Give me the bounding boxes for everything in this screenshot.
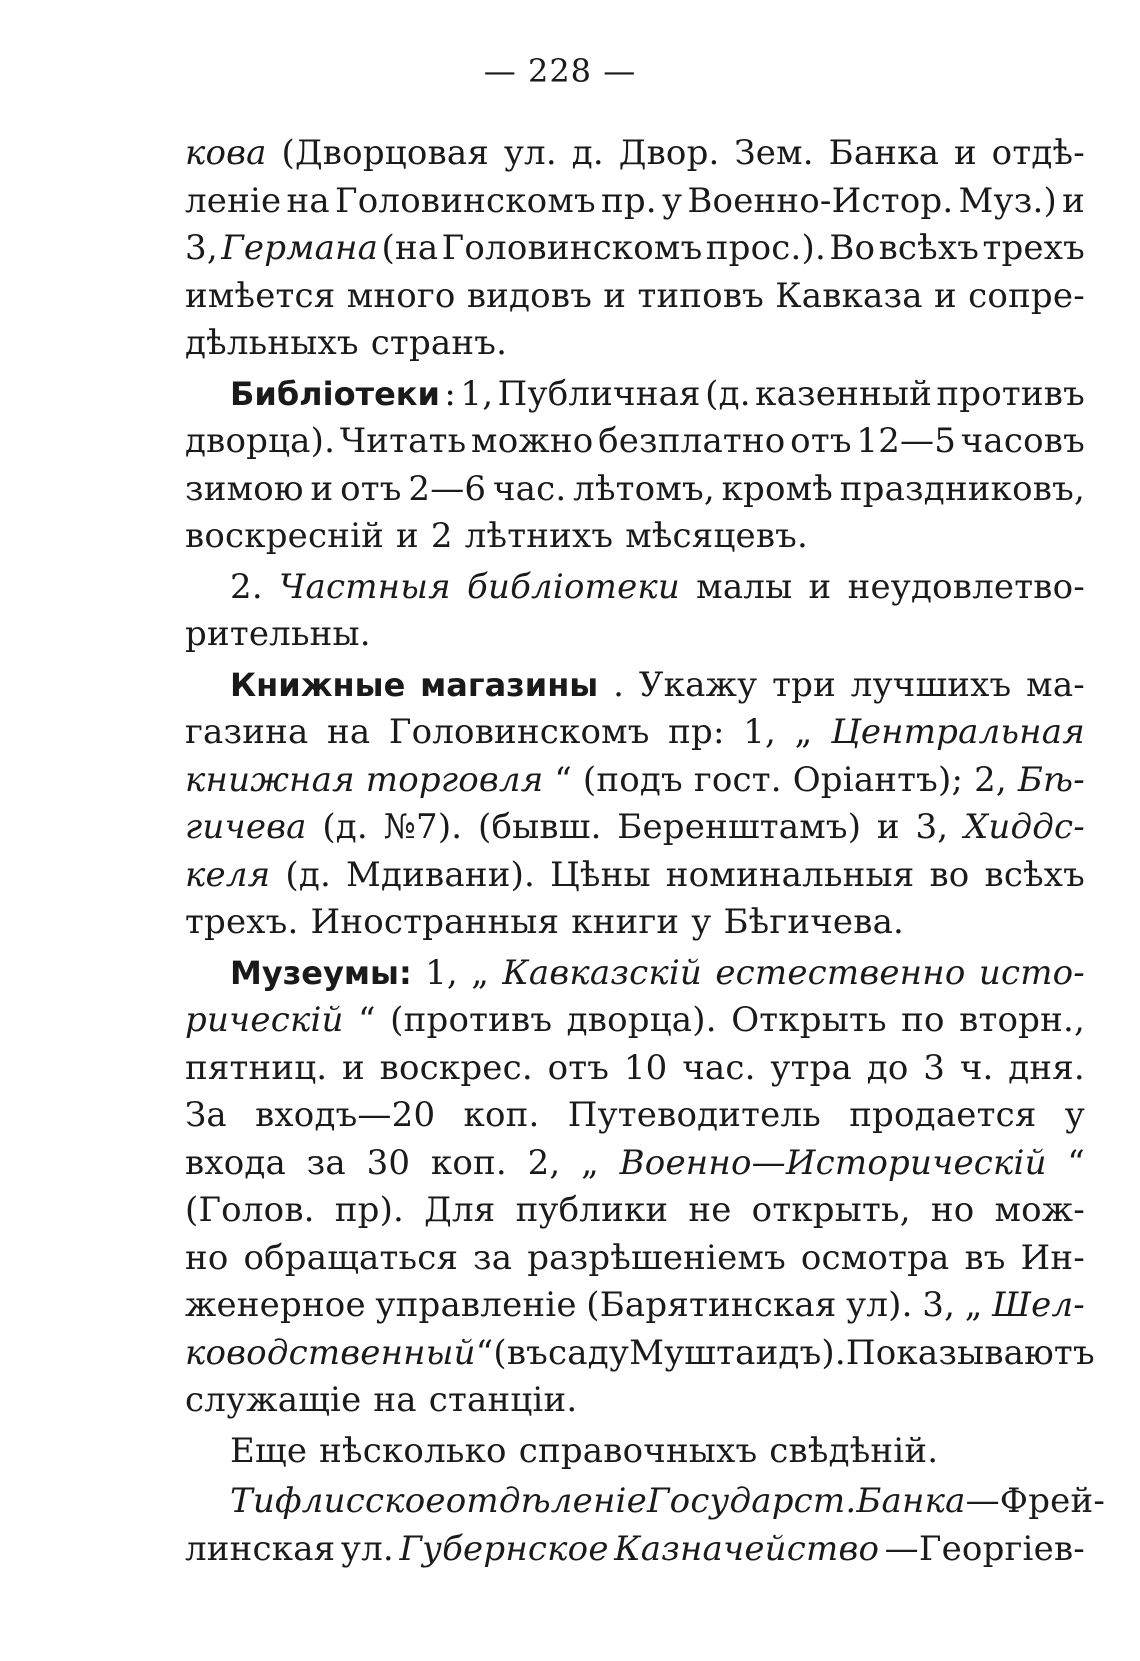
word: рительны.	[185, 614, 371, 654]
word: (Голов.	[185, 1190, 315, 1230]
word: типовъ	[637, 275, 765, 316]
word: Муштаидъ).	[629, 1332, 846, 1373]
section-heading-word: Музеумы:	[230, 953, 412, 992]
text-line	[185, 225, 1085, 273]
text-line	[185, 709, 1085, 757]
word: —Фрей-	[965, 1481, 1106, 1521]
word: гост.	[693, 759, 782, 800]
word: и	[953, 133, 977, 173]
text-line	[185, 1235, 1085, 1283]
word: всѣхъ	[878, 228, 980, 268]
word: нѣсколько	[319, 1430, 507, 1471]
word: лѣтнихъ	[464, 516, 614, 556]
word: кромѣ	[721, 468, 834, 509]
word: у	[691, 902, 712, 942]
word: ул.	[340, 1528, 394, 1569]
word: Иностранныя	[310, 902, 560, 942]
word: прос.).	[705, 228, 826, 268]
word: отъ	[547, 1047, 610, 1088]
text-line	[185, 1140, 1085, 1188]
word: и	[934, 275, 957, 316]
word: лѣтомъ,	[573, 468, 715, 509]
word: Головинскомъ	[441, 228, 703, 268]
italic-word: Казначейство	[614, 1528, 880, 1569]
word: неудовлетво-	[847, 566, 1085, 607]
word: леніе	[185, 180, 282, 221]
word: Путеводитель	[567, 1095, 821, 1135]
text-line	[185, 1377, 1085, 1425]
word: входа	[185, 1142, 286, 1183]
word: станціи.	[428, 1380, 578, 1420]
text-line	[185, 418, 1085, 466]
word: противъ	[936, 373, 1085, 414]
italic-word: Частныя	[279, 566, 451, 607]
word: „	[471, 952, 490, 993]
word: сопре-	[968, 275, 1085, 316]
word: ч.	[959, 1047, 994, 1088]
word: д.	[571, 133, 604, 173]
section-heading-word: Книжные	[230, 665, 406, 704]
word: лучшихъ	[850, 664, 1012, 705]
word: три	[772, 664, 836, 705]
italic-word: гичева	[185, 807, 307, 847]
word: За	[185, 1095, 227, 1135]
word: но	[930, 1190, 975, 1230]
italic-word: Государст.	[646, 1481, 857, 1521]
word: пр.	[600, 180, 657, 221]
word: Еще	[230, 1430, 308, 1471]
word: безплатно	[598, 421, 786, 461]
word: управленіе	[375, 1285, 577, 1325]
italic-word: библіотеки	[467, 566, 680, 607]
word: книги	[571, 902, 680, 942]
word: во	[929, 854, 970, 895]
italic-word: естественно	[715, 952, 966, 993]
word: “	[554, 759, 572, 800]
text-line	[185, 1526, 1085, 1574]
word: Военно-Истор.	[687, 180, 954, 221]
text-line	[185, 1478, 1106, 1526]
word: (бывш.	[478, 807, 602, 847]
word: 2	[430, 516, 453, 556]
text-line	[185, 611, 1085, 659]
text-line	[185, 662, 1085, 710]
word: на	[326, 712, 371, 752]
word: казенный	[755, 373, 932, 414]
word: на	[373, 1380, 417, 1420]
word: саду	[548, 1332, 630, 1373]
word: отдѣ-	[991, 133, 1085, 173]
text-line	[185, 1282, 1085, 1330]
word: Муз.)	[958, 180, 1057, 221]
word: свѣдѣній.	[769, 1430, 939, 1471]
word: и	[876, 807, 900, 847]
italic-word: Германа	[221, 228, 379, 268]
word: (д.	[285, 854, 332, 895]
word: 3,	[922, 1285, 956, 1325]
word: открыть,	[751, 1190, 911, 1230]
word: видовъ	[466, 275, 593, 316]
word: и	[808, 566, 832, 607]
word: газина	[185, 712, 309, 752]
word: Мдивани).	[346, 854, 536, 895]
word: странъ.	[370, 323, 508, 363]
word: отъ	[340, 468, 402, 509]
italic-word: Кавказскій	[502, 952, 703, 993]
word: по	[901, 1000, 945, 1040]
word: часовъ	[960, 421, 1085, 461]
word: 2,	[974, 759, 1007, 800]
italic-word: Хиддс-	[964, 807, 1085, 847]
word: 12—5	[856, 421, 957, 461]
word: зимою	[185, 468, 304, 509]
word: у	[1064, 1095, 1085, 1135]
italic-word: исто-	[978, 952, 1085, 993]
word: пр).	[334, 1190, 405, 1230]
italic-word: рическій	[185, 1000, 344, 1040]
word: за	[473, 1237, 513, 1278]
word: “	[475, 1332, 494, 1373]
word: пятниц.	[185, 1047, 328, 1088]
word: (въ	[493, 1332, 548, 1373]
italic-word: Бѣ-	[1017, 759, 1085, 800]
word: (д.	[322, 807, 368, 847]
text-line	[185, 513, 1085, 561]
word: „	[794, 712, 813, 752]
text-line	[185, 1330, 1095, 1378]
word: на	[286, 180, 330, 221]
text-line	[185, 130, 1085, 178]
word: вторн.,	[959, 1000, 1085, 1040]
word: утра	[770, 1047, 853, 1088]
word: справочныхъ	[518, 1430, 758, 1471]
word: Зем.	[734, 133, 814, 173]
word: но	[185, 1237, 229, 1278]
word: 3	[923, 1047, 946, 1088]
text-line	[185, 997, 1085, 1045]
word: .	[613, 664, 625, 705]
word: Читать	[339, 421, 467, 461]
word: Укажу	[638, 664, 758, 705]
word: много	[346, 275, 456, 316]
word: 2—6	[408, 468, 487, 509]
word: служащіе	[185, 1380, 362, 1420]
word: коп.	[430, 1142, 507, 1183]
word: осмотра	[800, 1237, 950, 1278]
word: праздниковъ,	[839, 468, 1085, 509]
word: 30	[366, 1142, 411, 1183]
italic-word: Губернское	[399, 1528, 609, 1569]
word: и	[603, 275, 627, 316]
text-line	[185, 757, 1085, 805]
word: до	[866, 1047, 909, 1088]
word: въ	[964, 1237, 1006, 1278]
word: Банка	[828, 133, 940, 173]
text-line	[185, 899, 1085, 947]
word: воскрес.	[379, 1047, 533, 1088]
word: Головинскомъ	[335, 180, 596, 221]
word: (д.	[705, 373, 751, 414]
word: обращаться	[243, 1237, 459, 1278]
text-line	[185, 371, 1085, 419]
italic-word: ководственный	[185, 1332, 476, 1373]
word: мож-	[994, 1190, 1085, 1230]
word: у	[661, 180, 683, 221]
word: не	[688, 1190, 732, 1230]
word: „	[964, 1285, 983, 1325]
text-line	[185, 950, 1085, 998]
word: №7).	[383, 807, 463, 847]
word: имѣется	[185, 275, 336, 316]
italic-word: Банка	[856, 1481, 966, 1521]
word: и	[1062, 180, 1085, 221]
word: ул).	[846, 1285, 913, 1325]
word: “	[1067, 1142, 1085, 1183]
word: (противъ	[390, 1000, 553, 1040]
word: воскресній	[185, 516, 385, 556]
word: ма-	[1026, 664, 1085, 705]
word: продается	[849, 1095, 1037, 1135]
word: 10	[623, 1047, 668, 1088]
word: коп.	[463, 1095, 540, 1135]
word: ул.	[503, 133, 557, 173]
word: дворца).	[566, 1000, 717, 1040]
word: 3,	[185, 228, 218, 268]
italic-word: Военно—Историческій	[619, 1142, 1047, 1183]
word: Для	[424, 1190, 496, 1230]
text-line	[185, 320, 1085, 368]
italic-word: Тифлисское	[230, 1481, 446, 1521]
word: дѣльныхъ	[185, 323, 359, 363]
word: час.	[682, 1047, 756, 1088]
section-heading-word: Библіотеки	[230, 374, 440, 413]
word: 1,	[425, 952, 458, 993]
word: Головинскомъ	[388, 712, 650, 752]
italic-word: отдѣленіе	[445, 1481, 647, 1521]
word: 2.	[230, 566, 263, 607]
word: малы	[696, 566, 793, 607]
text-line	[185, 273, 1085, 321]
word: всѣхъ	[984, 854, 1085, 895]
word: Цѣны	[550, 854, 651, 895]
word: Бѣгичева.	[723, 902, 905, 942]
word: мѣсяцевъ.	[625, 516, 809, 556]
word: 1,	[743, 712, 777, 752]
word: :	[444, 373, 456, 414]
page-number: — 228 —	[483, 52, 637, 90]
word: дворца).	[185, 421, 336, 461]
word: трехъ	[982, 228, 1085, 268]
word: 2,	[527, 1142, 561, 1183]
text-line	[185, 1045, 1085, 1093]
word: Кавказа	[775, 275, 923, 316]
text-line	[185, 466, 1085, 514]
text-line	[185, 804, 1085, 852]
word: Ин-	[1020, 1237, 1085, 1278]
word: Беренштамъ)	[617, 807, 862, 847]
italic-word: книжная	[185, 759, 355, 800]
text-line	[185, 1187, 1085, 1235]
word: —Георгіев-	[884, 1528, 1085, 1569]
text-line	[185, 852, 1085, 900]
word: 1,	[460, 373, 494, 414]
italic-word: кова	[185, 133, 267, 173]
italic-word: Шел-	[992, 1285, 1085, 1325]
word: линская	[185, 1528, 336, 1569]
word: можно	[471, 421, 594, 461]
word: Двор.	[618, 133, 720, 173]
word: пр:	[668, 712, 725, 752]
word: Открыть	[731, 1000, 887, 1040]
word: женерное	[185, 1285, 366, 1325]
word: публики	[515, 1190, 669, 1230]
word: (подъ	[582, 759, 683, 800]
word: Показываютъ	[845, 1332, 1095, 1373]
word: разрѣшеніемъ	[527, 1237, 786, 1278]
word: час.	[493, 468, 567, 509]
word: и	[310, 468, 334, 509]
word: “	[358, 1000, 376, 1040]
word: трехъ.	[185, 902, 299, 942]
word: отъ	[790, 421, 852, 461]
word: Оріантъ);	[792, 759, 964, 800]
text-line	[185, 1092, 1085, 1140]
italic-word: келя	[185, 854, 271, 895]
word: (на	[381, 228, 439, 268]
word: дня.	[1008, 1047, 1085, 1088]
word: входъ—20	[255, 1095, 436, 1135]
italic-word: Центральная	[830, 712, 1085, 752]
italic-word: торговля	[365, 759, 544, 800]
text-line	[185, 1428, 1085, 1476]
text-body	[185, 130, 1106, 1573]
word: 3,	[915, 807, 949, 847]
word: и	[342, 1047, 365, 1088]
word: (Дворцовая	[281, 133, 489, 173]
text-line	[185, 564, 1085, 612]
text-line	[185, 178, 1085, 226]
word: номинальныя	[665, 854, 915, 895]
word: Во	[829, 228, 876, 268]
word: „	[581, 1142, 599, 1183]
word: Публичная	[497, 373, 701, 414]
section-heading-word: магазины	[420, 665, 599, 704]
word: (Барятинская	[586, 1285, 837, 1325]
word: за	[306, 1142, 346, 1183]
word: и	[396, 516, 419, 556]
